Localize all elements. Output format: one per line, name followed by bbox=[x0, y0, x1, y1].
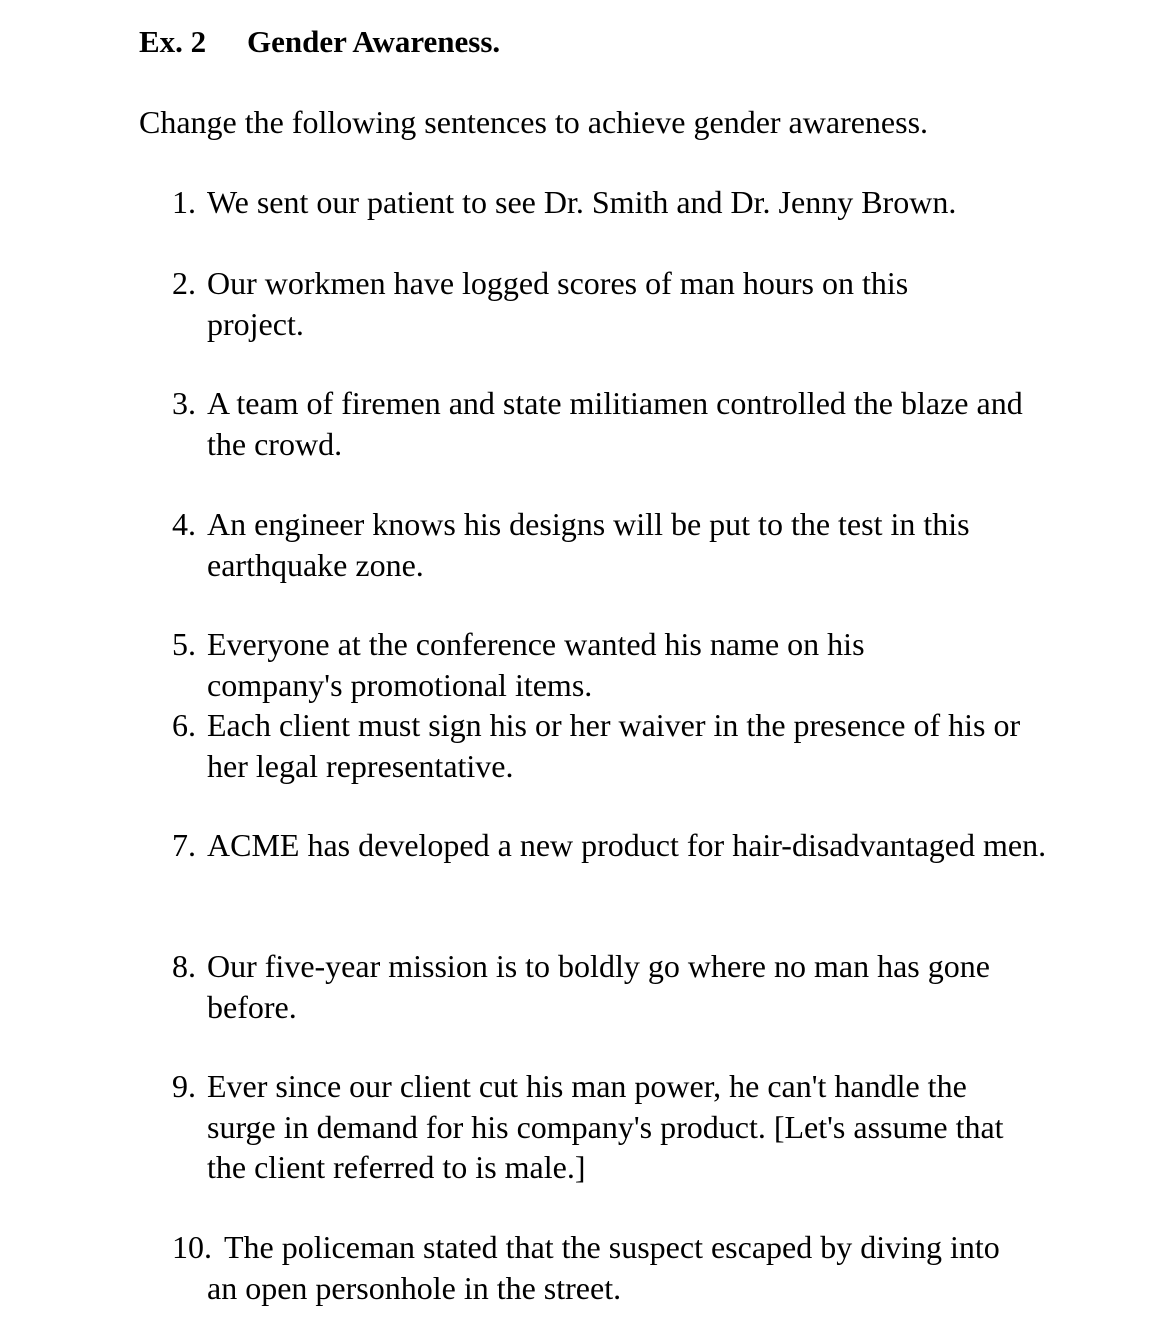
list-item bbox=[172, 946, 1002, 1027]
item-number: 9. bbox=[172, 1068, 196, 1104]
list-item bbox=[172, 1227, 1032, 1308]
item-number: 2. bbox=[172, 265, 196, 301]
item-text: Our five-year mission is to boldly go where no man has gone before. bbox=[207, 948, 990, 1025]
instruction-text: Change the following sentences to achieve gender awareness. bbox=[139, 104, 929, 140]
list-item bbox=[172, 504, 1052, 585]
list-item bbox=[172, 825, 1052, 866]
item-text: Our workmen have logged scores of man hours on this project. bbox=[207, 265, 909, 342]
item-number: 7. bbox=[172, 827, 196, 863]
list-item bbox=[172, 1066, 1042, 1188]
item-text: An engineer knows his designs will be put to the test in this earthquake zone. bbox=[207, 506, 970, 583]
item-text: Ever since our client cut his man power, he can't handle the surge in demand for his company's product. [Let's assume that the client referred to is male.] bbox=[207, 1068, 1004, 1185]
item-text: Everyone at the conference wanted his name on his company's promotional items. bbox=[207, 626, 865, 703]
item-text: The policeman stated that the suspect escaped by diving into an open personhole in the street. bbox=[207, 1229, 1000, 1306]
exercise-heading bbox=[139, 22, 500, 62]
exercise-number: Ex. 2 bbox=[139, 24, 207, 59]
item-text: Each client must sign his or her waiver in the presence of his or her legal representative. bbox=[207, 707, 1021, 784]
item-text: A team of firemen and state militiamen controlled the blaze and the crowd. bbox=[207, 385, 1023, 462]
list-item bbox=[172, 705, 1032, 786]
exercise-title: Gender Awareness. bbox=[247, 24, 501, 59]
list-item bbox=[172, 383, 1052, 464]
item-number: 6. bbox=[172, 707, 196, 743]
item-number: 3. bbox=[172, 385, 196, 421]
item-text: ACME has developed a new product for hair-disadvantaged men. bbox=[207, 827, 1047, 863]
list-item bbox=[172, 624, 942, 705]
item-text: We sent our patient to see Dr. Smith and Dr. Jenny Brown. bbox=[207, 184, 957, 220]
list-item bbox=[172, 263, 992, 344]
item-number: 1. bbox=[172, 184, 196, 220]
item-number: 8. bbox=[172, 948, 196, 984]
item-number: 5. bbox=[172, 626, 196, 662]
item-number: 10. bbox=[172, 1229, 212, 1265]
list-item bbox=[172, 182, 1072, 223]
item-number: 4. bbox=[172, 506, 196, 542]
